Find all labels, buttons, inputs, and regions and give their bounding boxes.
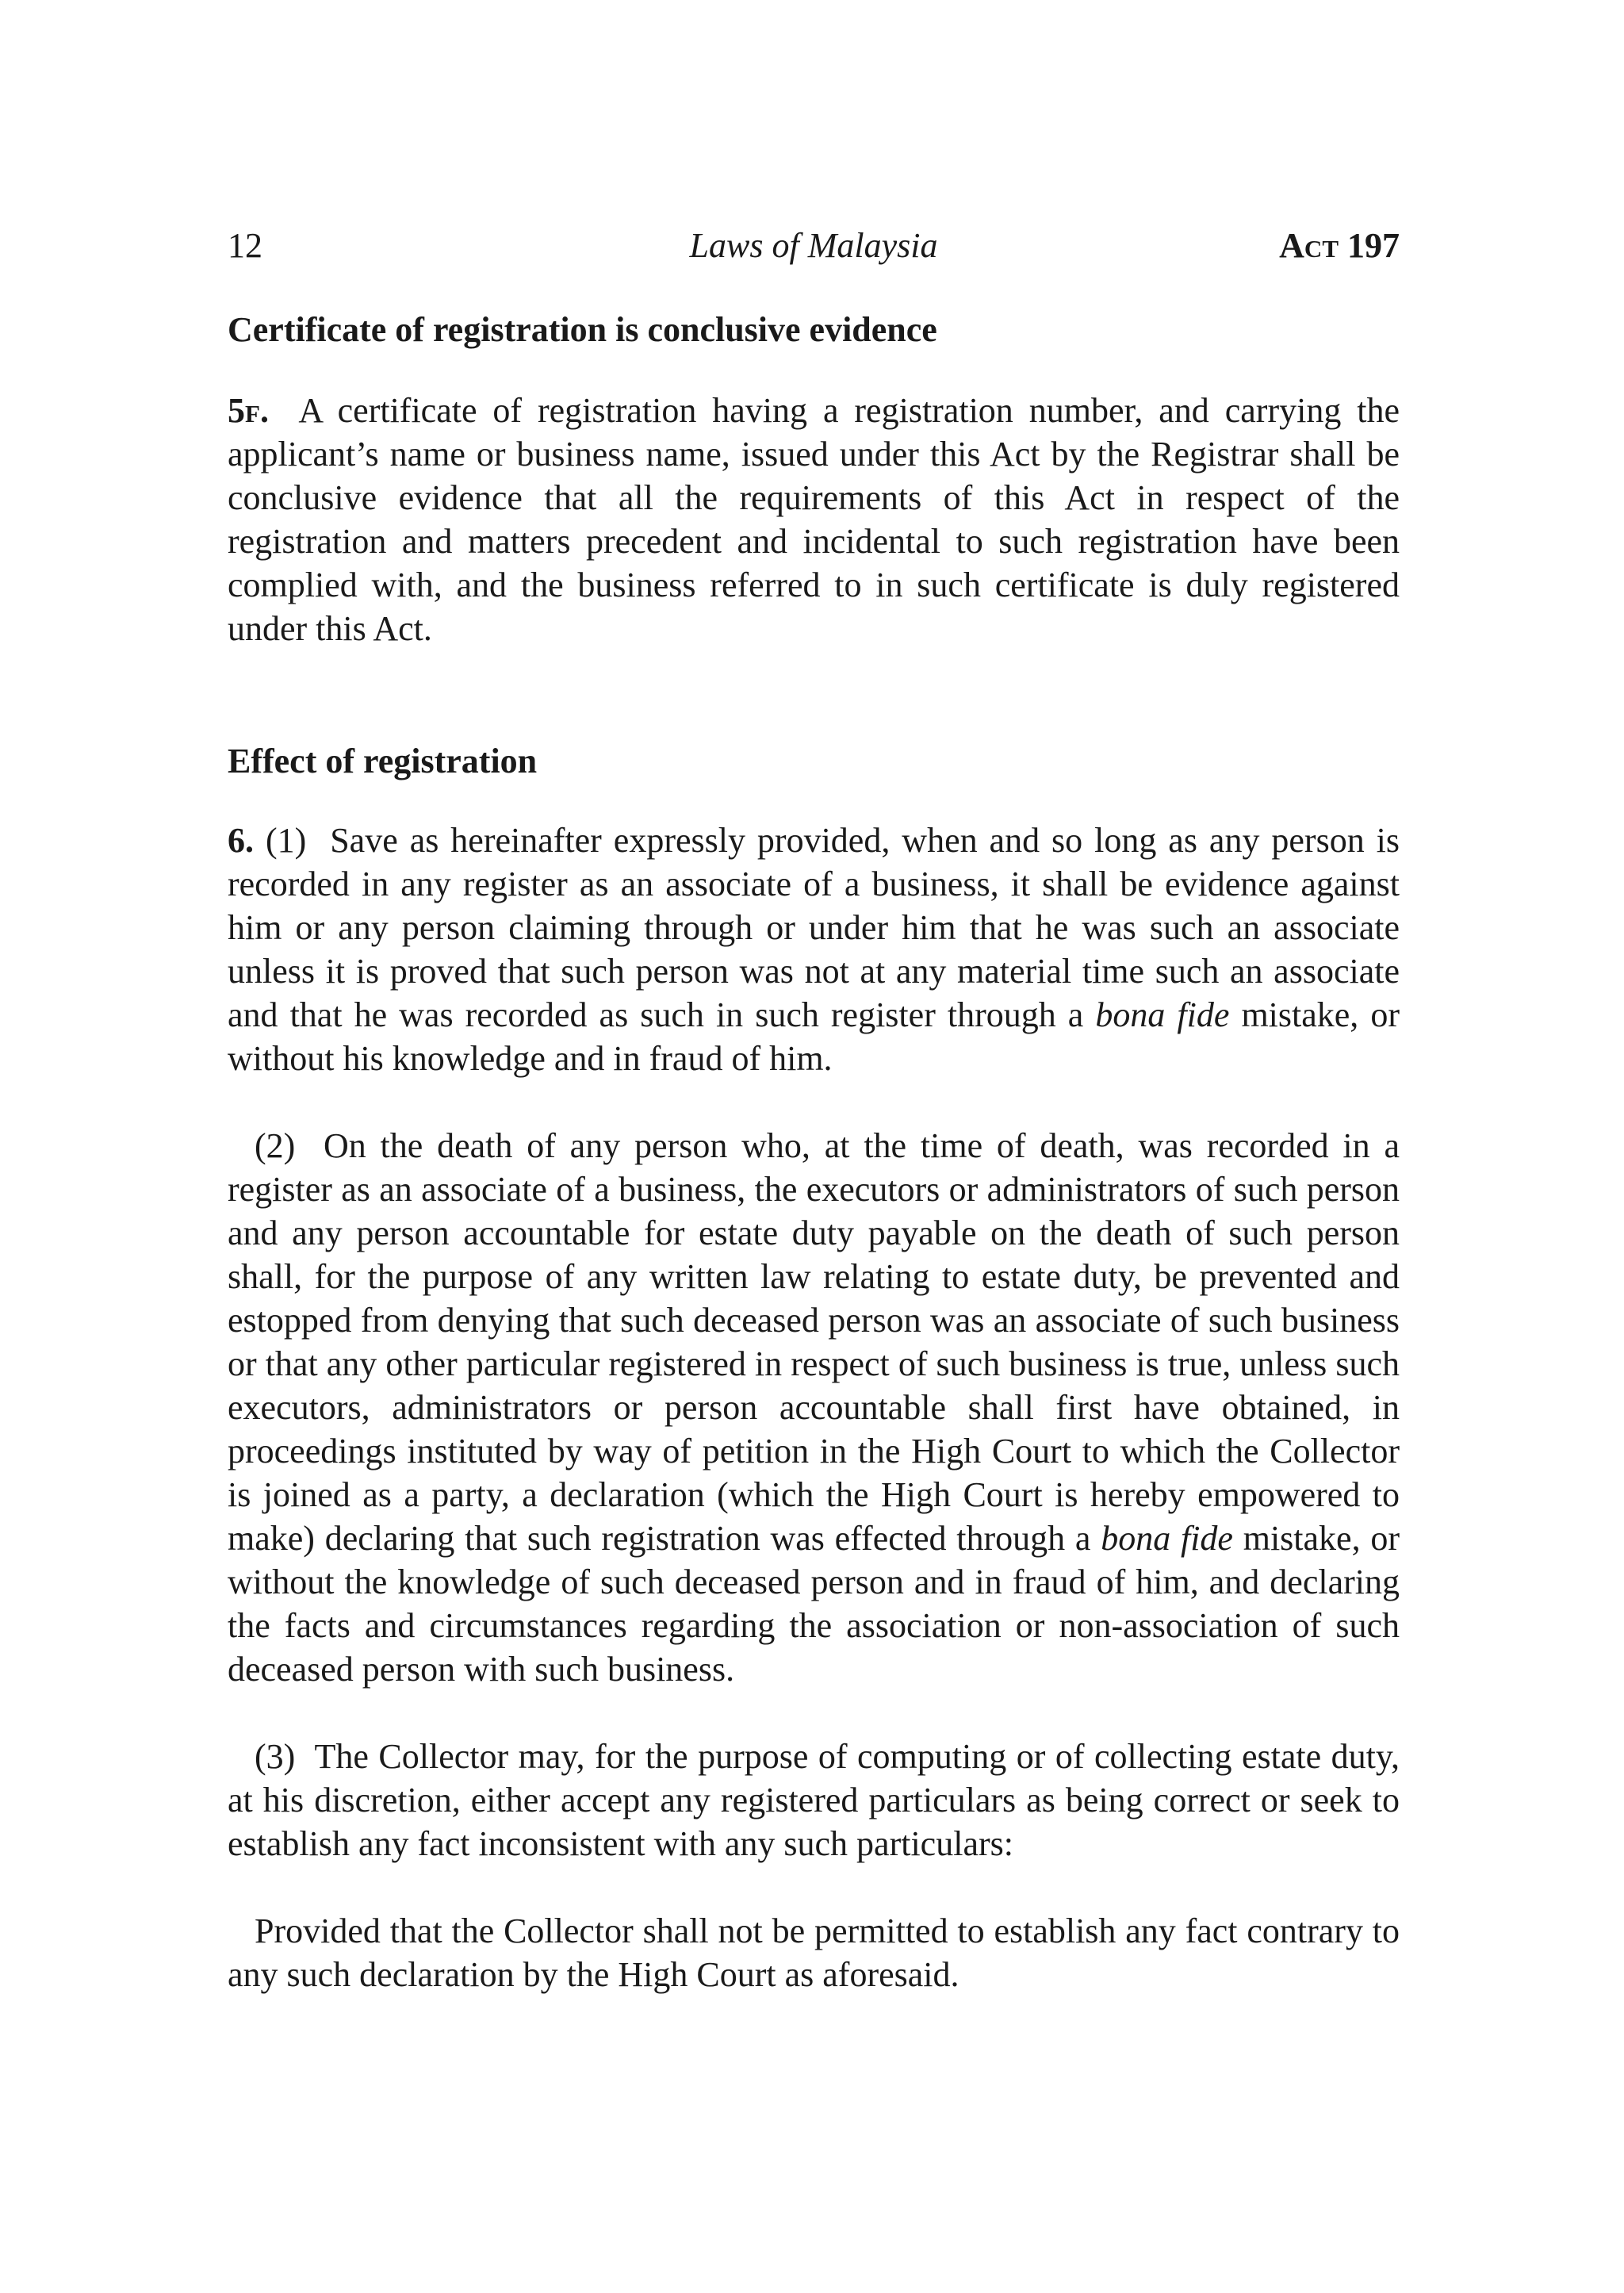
document-page — [228, 222, 1400, 1996]
section-6-number: 6. — [228, 821, 254, 860]
subsection-3-label: (3) — [255, 1737, 296, 1776]
section-6-3-text: (3) The Collector may, for the purpose of computing or of collecting estate duty, at his discretion, either accept any registered particulars as being correct or seek to establish any fact inconsistent with any such particulars: — [228, 1737, 1400, 1863]
section-5f-heading: Certificate of registration is conclusive evidence — [228, 310, 937, 349]
running-header — [228, 222, 1400, 270]
section-6-1-text: 6. (1) Save as hereinafter expressly provided, when and so long as any person is recorded in any register as an associate of a business, it shall be evidence against him or any person claiming through or under him that he was such an associate unless it is proved that such person was not at any material time such an associate and that he was recorded as such in such register through a bona fide mistake, or without his knowledge and in fraud of him. — [228, 821, 1400, 1078]
section-6-2-text: (2) On the death of any person who, at the time of death, was recorded in a register as an associate of a business, the executors or administrators of such person and any person accountable for estate duty payable on the death of such person shall, for the purpose of any written law relating to estate duty, be prevented and estopped from denying that such deceased person was an associate of such business or that any other particular registered in respect of such business is true, unless such executors, administrators or person accountable shall first have obtained, in proceedings instituted by way of petition in the High Court to which the Collector is joined as a party, a declaration (which the High Court is hereby empowered to make) declaring that such registration was effected through a bona fide mistake, or without the knowledge of such deceased person and in fraud of him, and declaring the facts and circumstances regarding the association or non-association of such deceased person with such business. — [228, 1126, 1400, 1689]
italic-term: bona fide — [1095, 995, 1230, 1034]
italic-term: bona fide — [1101, 1519, 1233, 1558]
subsection-2-label: (2) — [255, 1126, 296, 1165]
header-title: Laws of Malaysia — [689, 226, 938, 265]
section-5f-text: 5f. A certificate of registration having a registration number, and carrying the applicant’s name or business name, issued under this Act by the Registrar shall be conclusive evidence that all the requirements of this Act in respect of the registration and matters precedent and incidental to such registration have been complied with, and the business referred to in such certificate is duly registered under this Act. — [228, 391, 1400, 648]
section-6-heading: Effect of registration — [228, 742, 538, 780]
act-number: Act 197 — [1279, 226, 1400, 265]
section-5f-number: 5f. — [228, 391, 269, 430]
page-number: 12 — [228, 226, 262, 265]
subsection-1-label: (1) — [265, 821, 307, 860]
proviso-text: Provided that the Collector shall not be permitted to establish any fact contrary to any such declaration by the High Court as aforesaid. — [228, 1911, 1400, 1994]
